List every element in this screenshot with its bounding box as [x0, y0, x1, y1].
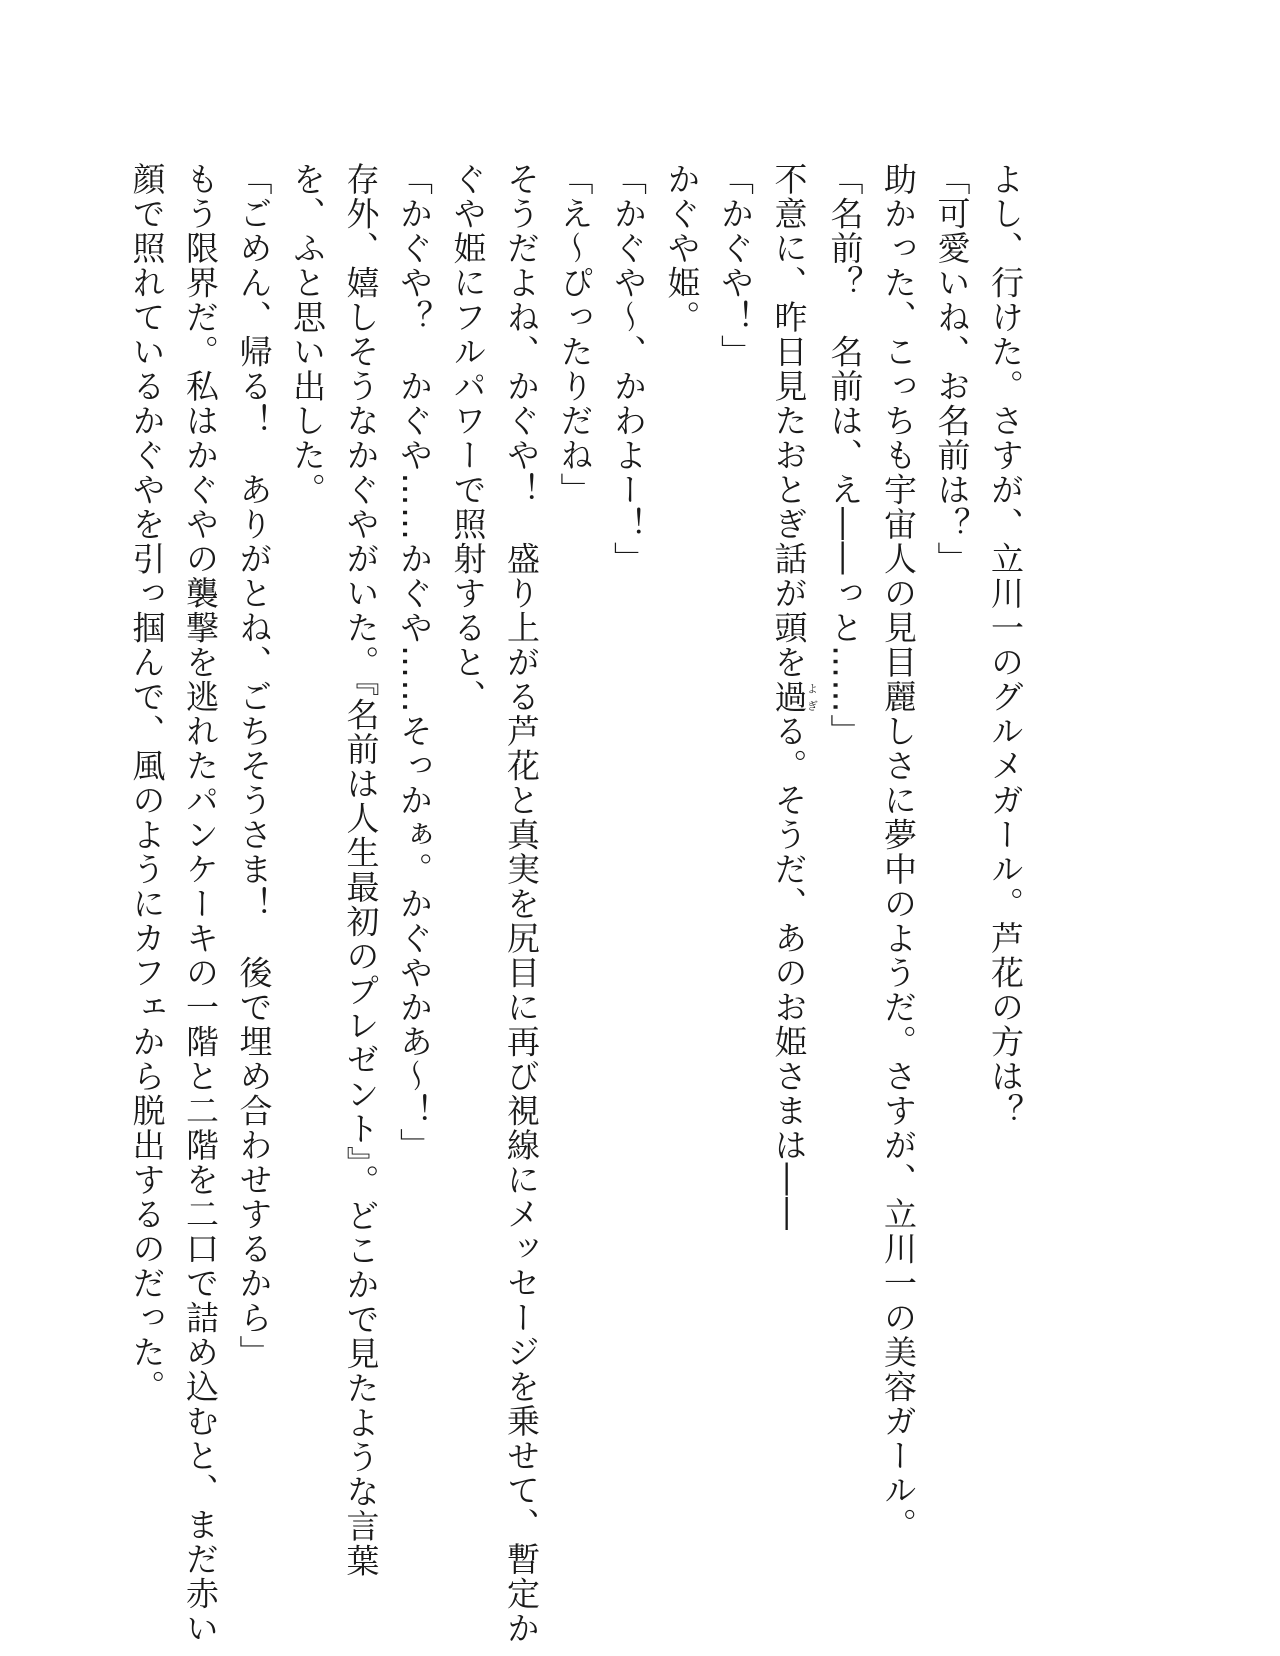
text-line: 「名前？ 名前は、え――っと……」: [825, 162, 865, 749]
text-line: もう限界だ。私はかぐやの襲撃を逃れたパンケーキの一階と二階を二口で詰め込むと、まだ赤い: [181, 162, 220, 1646]
text-line: 「かぐや？ かぐや……かぐや……そっかぁ。かぐやかあ〜！」: [395, 162, 434, 1163]
text-line: 「可愛いね、お名前は？」: [932, 162, 972, 576]
ruby-annotation: [769, 679, 819, 715]
text-line: ぐや姫にフルパワーで照射すると、: [448, 162, 488, 714]
text-line: 「ごめん、帰る！ ありがとね、ごちそうさま！ 後で埋め合わせするから」: [234, 162, 274, 1370]
text-segment: 不意に、昨日見たおとぎ話が頭を: [769, 162, 809, 680]
text-line: 「かぐや〜、かわよー！」: [609, 162, 648, 576]
text-line: 存外、嬉しそうなかぐやがいた。『名前は人生最初のプレゼント』。どこかで見たような言葉: [341, 162, 381, 1578]
text-line: 「かぐや！」: [716, 162, 755, 369]
text-line: 顔で照れているかぐやを引っ掴んで、風のようにカフェから脱出するのだった。: [127, 162, 167, 1404]
vertical-text-body: [120, 162, 1032, 1646]
ruby-base: 過: [769, 679, 809, 714]
text-line: よし、行けた。さすが、立川一のグルメガール。芦花の方は？: [986, 162, 1025, 1128]
text-line: 「え〜ぴったりだね」: [555, 162, 595, 507]
text-segment: る。そうだ、あのお姫さまは――: [769, 714, 809, 1232]
text-line: 助かった、こっちも宇宙人の見目麗しさに夢中のようだ。さすが、立川一の美容ガール。: [879, 162, 918, 1542]
ruby-reading: よぎ: [805, 679, 819, 714]
text-line: かぐや姫。: [662, 162, 702, 335]
text-line: を、ふと思い出した。: [288, 162, 327, 507]
text-line-with-ruby: [762, 162, 818, 1562]
text-line: そうだよね、かぐや！ 盛り上がる芦花と真実を尻目に再び視線にメッセージを乗せて、暫定か: [502, 162, 541, 1646]
